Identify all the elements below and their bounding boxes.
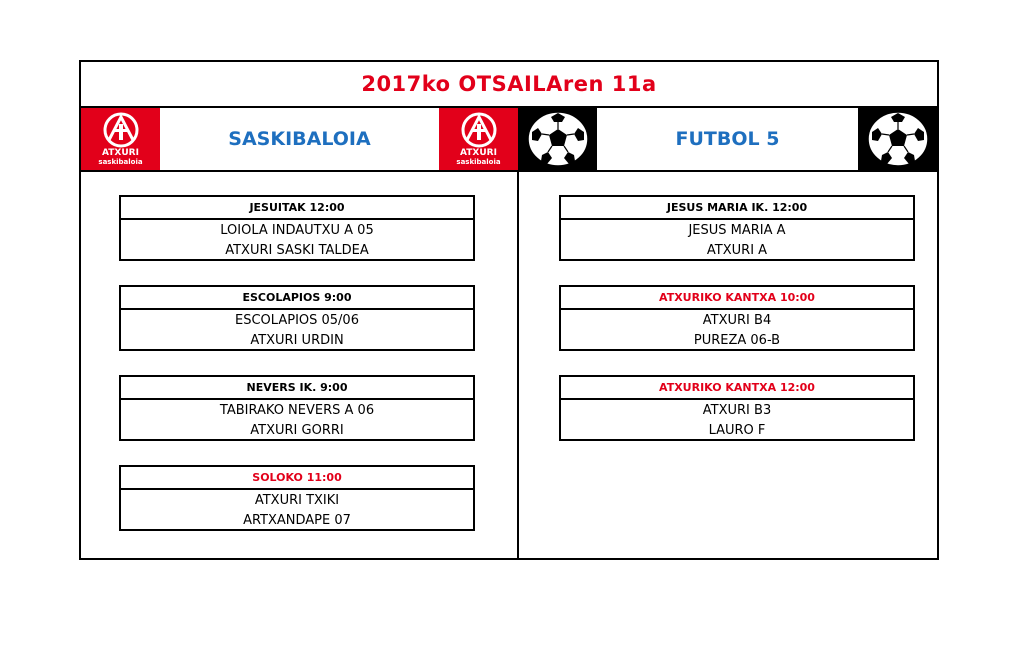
match-away-team: ATXURI A: [706, 242, 768, 258]
football-header: [518, 108, 937, 172]
match-home-team: JESUS MARIA A: [688, 222, 786, 238]
logo-wordmark: ATXURI: [460, 148, 497, 158]
atxuri-logo: [81, 108, 160, 170]
match-venue-time: ESCOLAPIOS 9:00: [121, 287, 473, 310]
match-away-team: ARTXANDAPE 07: [243, 512, 351, 528]
match-away-team: ATXURI URDIN: [250, 332, 344, 348]
match-venue-time: SOLOKO 11:00: [121, 467, 473, 490]
match-away-team: PUREZA 06-B: [693, 332, 781, 348]
match-venue-time: NEVERS IK. 9:00: [121, 377, 473, 400]
match-away-team: LAURO F: [708, 422, 766, 438]
section-title-basketball: SASKIBALOIA: [228, 128, 371, 150]
match-venue-time: ATXURIKO KANTXA 12:00: [561, 377, 913, 400]
atxuri-emblem-icon: [101, 112, 141, 148]
page-title: 2017ko OTSAILAren 11a: [81, 62, 937, 108]
match-card-football: [559, 195, 915, 261]
match-home-team: ATXURI B4: [702, 312, 772, 328]
soccer-ball-icon: [867, 110, 929, 168]
logo-subtitle: saskibaloia: [98, 158, 143, 166]
match-home-team: ATXURI B3: [702, 402, 772, 418]
logo-wordmark: ATXURI: [102, 148, 139, 158]
match-card-football: [559, 375, 915, 441]
schedule-sheet: [79, 60, 939, 560]
soccer-ball-box: [518, 108, 597, 170]
match-home-team: LOIOLA INDAUTXU A 05: [220, 222, 374, 238]
section-title-football: FUTBOL 5: [675, 128, 780, 150]
match-card-basketball: [119, 375, 475, 441]
match-card-basketball: [119, 195, 475, 261]
match-home-team: ESCOLAPIOS 05/06: [235, 312, 359, 328]
atxuri-emblem-icon: [459, 112, 499, 148]
match-home-team: ATXURI TXIKI: [254, 492, 340, 508]
soccer-ball-icon: [527, 110, 589, 168]
soccer-ball-box: [858, 108, 937, 170]
match-venue-time: JESUS MARIA IK. 12:00: [561, 197, 913, 220]
basketball-header: [81, 108, 518, 172]
match-home-team: TABIRAKO NEVERS A 06: [219, 402, 375, 418]
column-divider: [517, 172, 519, 558]
match-card-basketball: [119, 465, 475, 531]
atxuri-logo: [439, 108, 518, 170]
match-away-team: ATXURI GORRI: [250, 422, 344, 438]
match-venue-time: JESUITAK 12:00: [121, 197, 473, 220]
match-away-team: ATXURI SASKI TALDEA: [225, 242, 369, 258]
match-venue-time: ATXURIKO KANTXA 10:00: [561, 287, 913, 310]
match-card-football: [559, 285, 915, 351]
match-card-basketball: [119, 285, 475, 351]
logo-subtitle: saskibaloia: [456, 158, 501, 166]
